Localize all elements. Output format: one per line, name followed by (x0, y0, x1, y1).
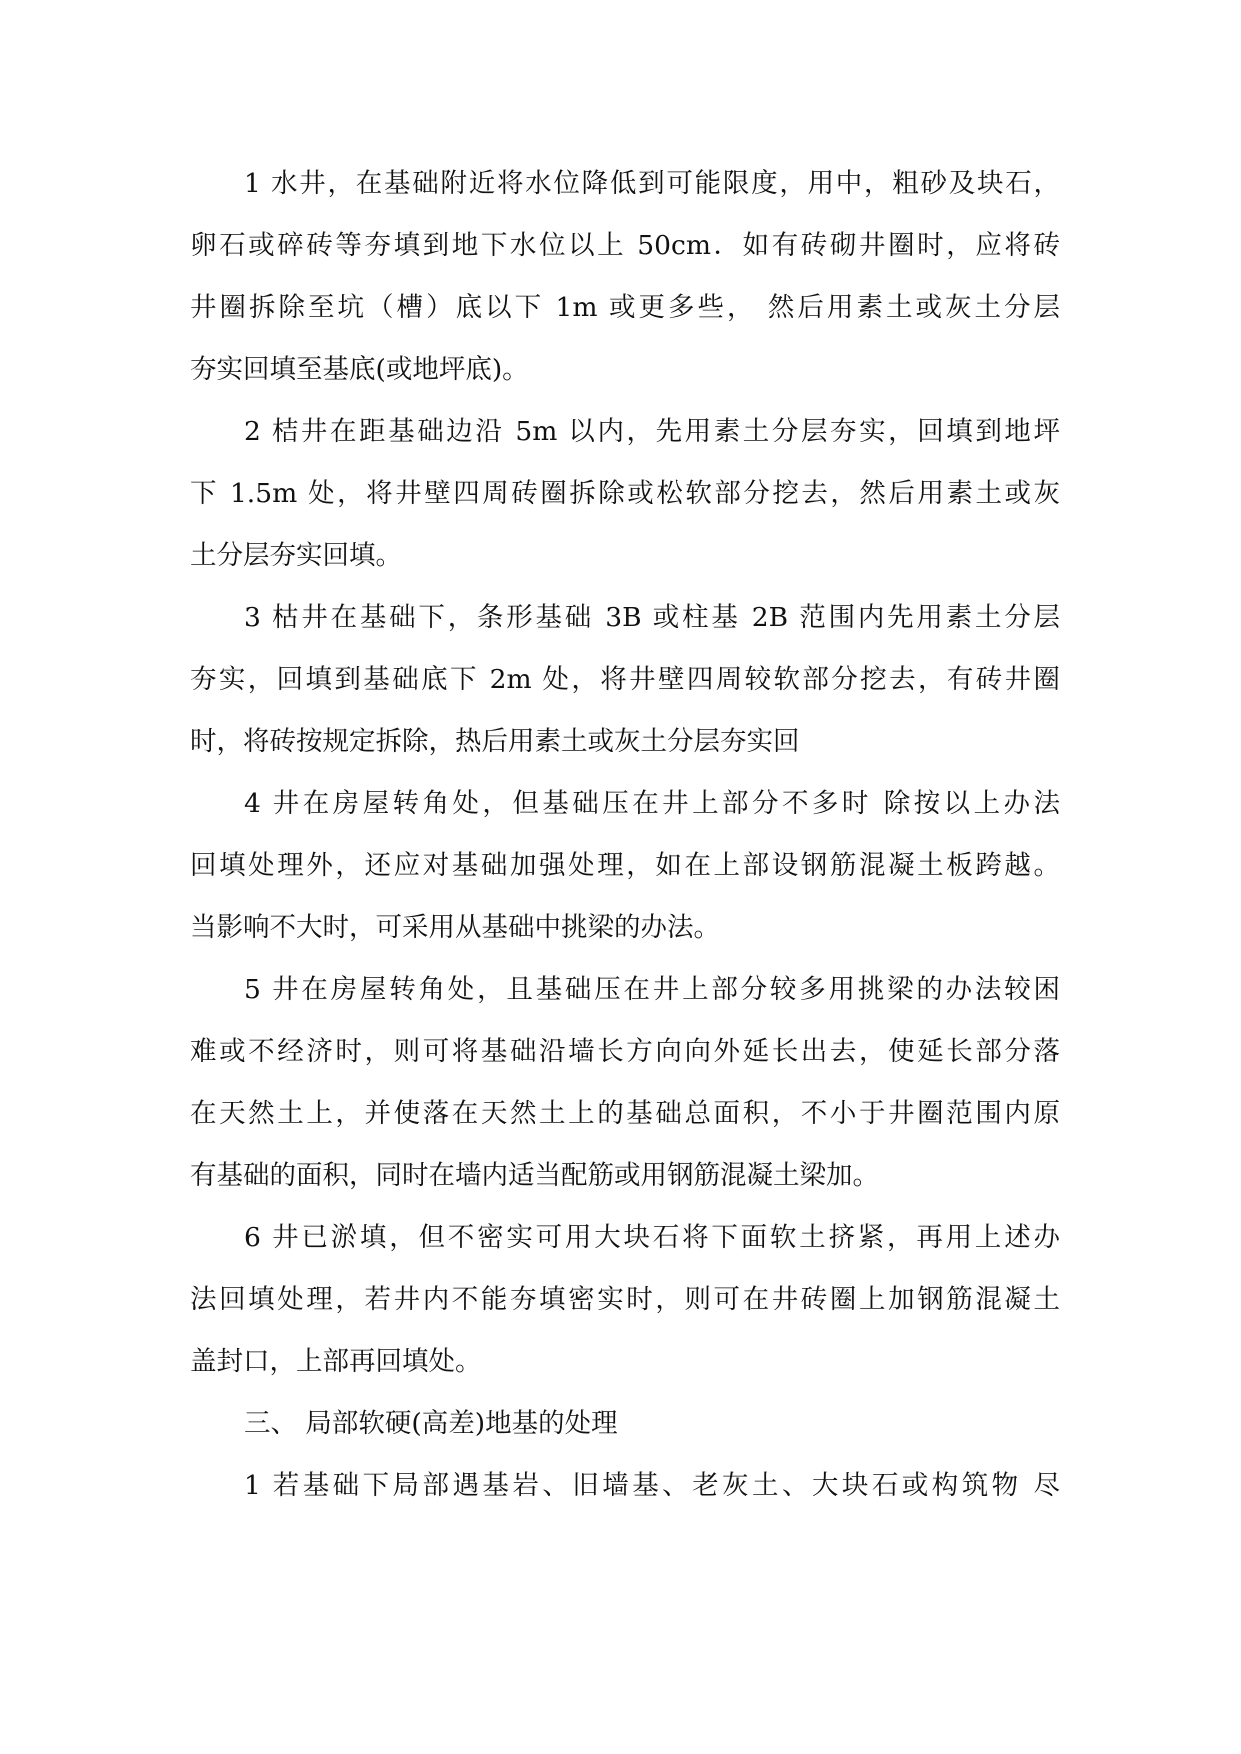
text-line: 夯实，回填到基础底下 2m 处，将井壁四周较软部分挖去，有砖井圈 (190, 664, 1060, 695)
document-page (190, 153, 1060, 1517)
text-line: 回填处理外，还应对基础加强处理，如在上部设钢筋混凝土板跨越。 (190, 850, 1060, 881)
text-line: 5 井在房屋转角处，且基础压在井上部分较多用挑梁的办法较困 (244, 974, 1060, 1005)
text-line: 盖封口，上部再回填处。 (190, 1346, 482, 1377)
text-line: 难或不经济时，则可将基础沿墙长方向向外延长出去，使延长部分落 (190, 1036, 1060, 1067)
paragraph-3 (190, 587, 1060, 773)
text-line: 4 井在房屋转角处，但基础压在井上部分不多时 除按以上办法 (244, 788, 1060, 819)
paragraph-7 (190, 1455, 1060, 1517)
text-line: 下 1.5m 处，将井壁四周砖圈拆除或松软部分挖去，然后用素土或灰 (190, 478, 1060, 509)
paragraph-6 (190, 1207, 1060, 1393)
text-line: 6 井已淤填，但不密实可用大块石将下面软土挤紧，再用上述办 (244, 1222, 1060, 1253)
text-line: 1 水井，在基础附近将水位降低到可能限度，用中，粗砂及块石， (244, 168, 1060, 199)
text-line: 井圈拆除至坑（槽）底以下 1m 或更多些， 然后用素土或灰土分层 (190, 292, 1060, 323)
text-line: 在天然土上，并使落在天然土上的基础总面积，不小于井圈范围内原 (190, 1098, 1060, 1129)
paragraph-4 (190, 773, 1060, 959)
section-title: 三、 局部软硬(高差)地基的处理 (244, 1408, 618, 1439)
text-line: 卵石或碎砖等夯填到地下水位以上 50cm．如有砖砌井圈时，应将砖 (190, 230, 1060, 261)
paragraph-2 (190, 401, 1060, 587)
text-line: 夯实回填至基底(或地坪底)。 (190, 354, 529, 385)
paragraph-1 (190, 153, 1060, 401)
text-line: 当影响不大时，可采用从基础中挑梁的办法。 (190, 912, 720, 943)
text-line: 法回填处理，若井内不能夯填密实时，则可在井砖圈上加钢筋混凝土 (190, 1284, 1060, 1315)
text-line: 1 若基础下局部遇基岩、旧墙基、老灰土、大块石或构筑物 尽 (244, 1470, 1060, 1501)
paragraph-5 (190, 959, 1060, 1207)
text-line: 3 枯井在基础下，条形基础 3B 或柱基 2B 范围内先用素土分层 (244, 602, 1060, 633)
text-line: 有基础的面积，同时在墙内适当配筋或用钢筋混凝土梁加。 (190, 1160, 879, 1191)
section-heading (190, 1393, 1060, 1455)
text-line: 时，将砖按规定拆除，热后用素土或灰土分层夯实回 (190, 726, 800, 757)
text-line: 2 桔井在距基础边沿 5m 以内，先用素土分层夯实，回填到地坪 (244, 416, 1060, 447)
text-line: 土分层夯实回填。 (190, 540, 402, 571)
